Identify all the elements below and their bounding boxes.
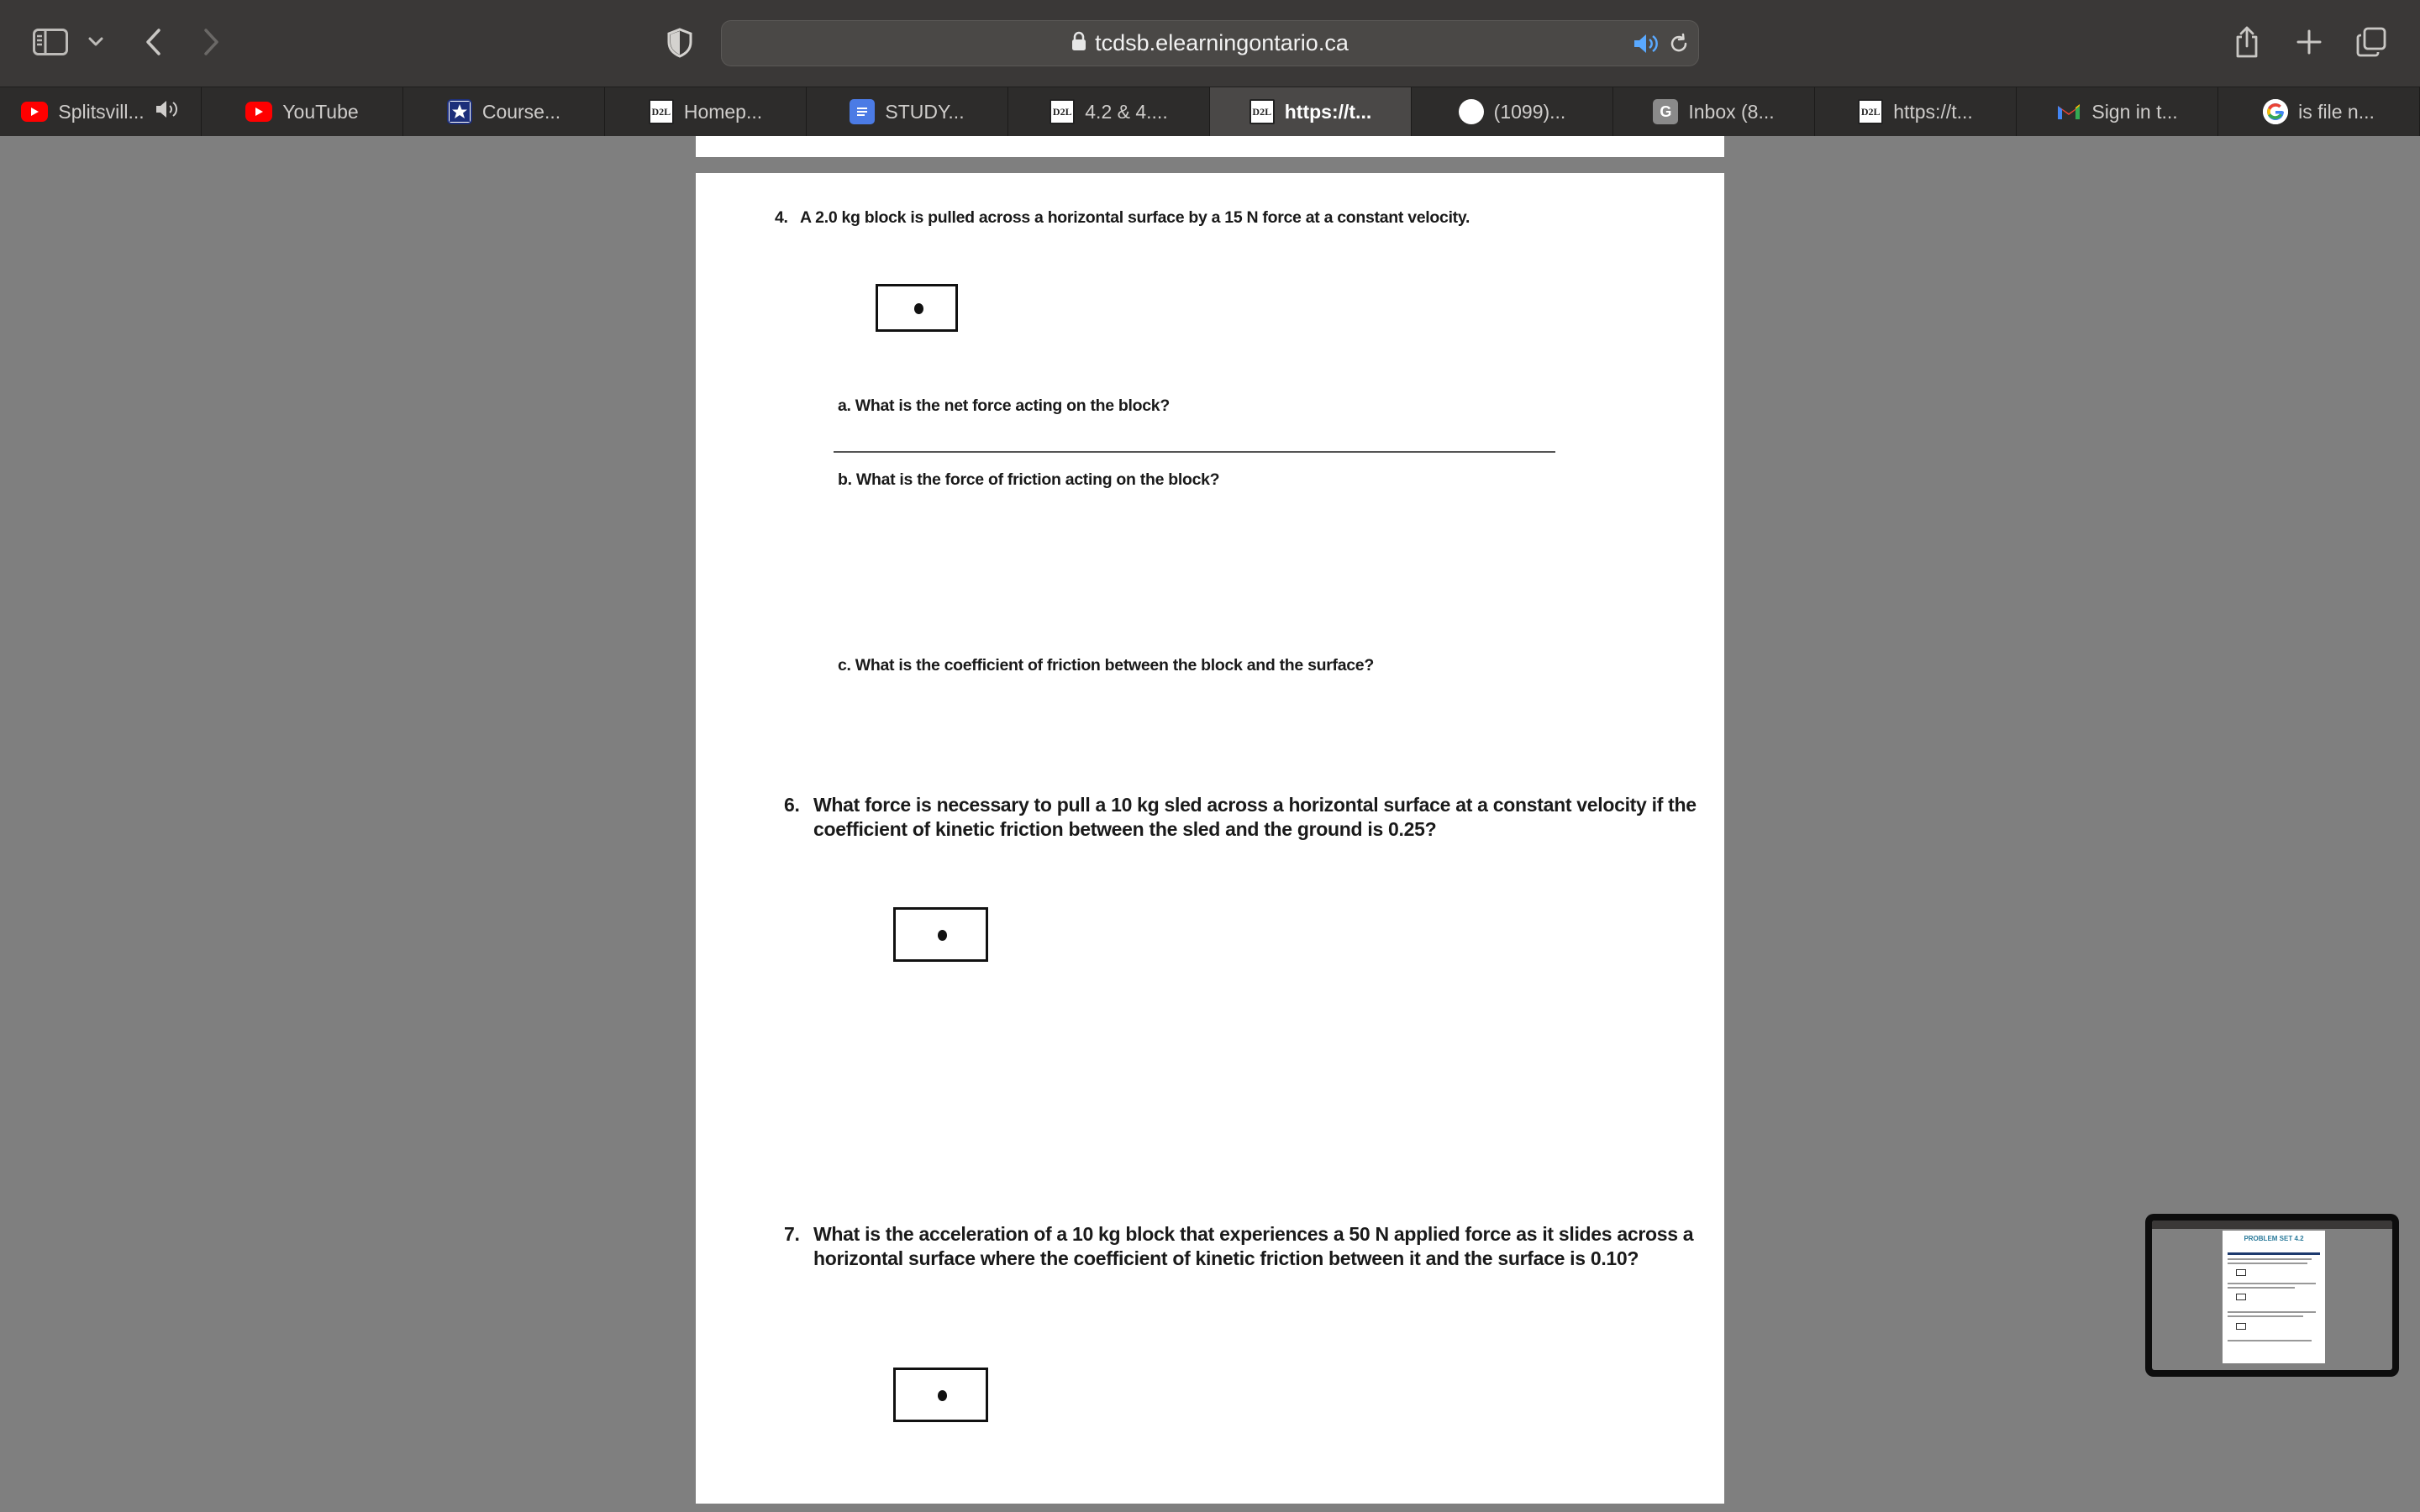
tab-label: (1099)... bbox=[1493, 100, 1566, 123]
tab-label: Course... bbox=[481, 100, 561, 123]
d2l-icon: D2L bbox=[1249, 99, 1275, 124]
free-body-diagram-box bbox=[893, 907, 988, 962]
question-7-line-2: horizontal surface where the coefficient of kinetic friction between it and the surface is 0.10? bbox=[813, 1247, 1639, 1269]
document-page bbox=[696, 173, 1724, 1504]
question-6-line-2: coefficient of kinetic friction between the sled and the ground is 0.25? bbox=[813, 818, 1437, 840]
question-4-number: 4. bbox=[775, 208, 788, 227]
tab-course[interactable] bbox=[403, 87, 605, 136]
share-icon[interactable] bbox=[2232, 24, 2262, 60]
tab-label: https://t... bbox=[1284, 100, 1372, 123]
previous-page-bottom bbox=[696, 136, 1724, 157]
gmail-icon bbox=[2056, 99, 2081, 124]
question-4-text: A 2.0 kg block is pulled across a horizontal surface by a 15 N force at a constant velocity. bbox=[800, 208, 1470, 227]
tab-splitsville[interactable] bbox=[0, 87, 202, 136]
tab-label: 4.2 & 4.... bbox=[1085, 100, 1168, 123]
free-body-diagram-box bbox=[876, 284, 958, 332]
youtube-icon bbox=[21, 102, 48, 122]
google-icon bbox=[2263, 99, 2288, 124]
tabs-overview-icon[interactable] bbox=[2354, 25, 2388, 59]
tab-label: Homep... bbox=[683, 100, 763, 123]
question-4b: b. What is the force of friction acting on the block? bbox=[838, 470, 1220, 489]
tab-sign-in[interactable] bbox=[2017, 87, 2218, 136]
question-6-number: 6. bbox=[784, 794, 800, 816]
url-text: tcdsb.elearningontario.ca bbox=[1095, 30, 1349, 55]
address-bar[interactable] bbox=[721, 20, 1699, 66]
answer-line bbox=[834, 451, 1555, 453]
privacy-shield-icon[interactable] bbox=[666, 27, 694, 59]
chevron-down-icon[interactable] bbox=[86, 32, 106, 52]
tab-label: Sign in t... bbox=[2091, 100, 2178, 123]
tab-active-document[interactable] bbox=[1210, 87, 1412, 136]
question-6-line-1: What force is necessary to pull a 10 kg sled across a horizontal surface at a constant velocity if the bbox=[813, 794, 1697, 816]
browser-toolbar bbox=[0, 0, 2420, 87]
tab-google-search[interactable] bbox=[2218, 87, 2420, 136]
plus-icon[interactable] bbox=[2294, 27, 2324, 57]
reload-icon[interactable] bbox=[1666, 31, 1691, 56]
tab-inbox[interactable] bbox=[1613, 87, 1815, 136]
lock-icon bbox=[1071, 22, 1086, 66]
question-7-line-1: What is the acceleration of a 10 kg block that experiences a 50 N applied force as it slides across a bbox=[813, 1223, 1694, 1245]
tab-label: is file n... bbox=[2298, 100, 2375, 123]
youtube-icon bbox=[245, 102, 272, 122]
tab-4-2[interactable] bbox=[1008, 87, 1210, 136]
tab-label: STUDY... bbox=[885, 100, 965, 123]
question-7-number: 7. bbox=[784, 1223, 800, 1245]
free-body-diagram-box bbox=[893, 1368, 988, 1422]
pinterest-icon bbox=[1459, 99, 1484, 124]
question-4a: a. What is the net force acting on the block? bbox=[838, 396, 1170, 415]
tab-https[interactable] bbox=[1815, 87, 2017, 136]
tab-study[interactable] bbox=[807, 87, 1008, 136]
fbd-point bbox=[938, 1390, 947, 1401]
d2l-icon: D2L bbox=[1858, 99, 1883, 124]
audio-playing-icon[interactable] bbox=[155, 99, 180, 124]
tab-pinterest[interactable] bbox=[1412, 87, 1613, 136]
g-icon: G bbox=[1653, 99, 1678, 124]
forward-arrow-icon[interactable] bbox=[198, 25, 225, 59]
fbd-point bbox=[938, 930, 947, 941]
tab-label: YouTube bbox=[282, 100, 359, 123]
svg-text:p: p bbox=[1466, 103, 1476, 122]
screenshot-thumbnail[interactable] bbox=[2145, 1214, 2399, 1377]
thumbnail-title: PROBLEM SET 4.2 bbox=[2244, 1235, 2304, 1242]
sidebar-icon[interactable] bbox=[32, 27, 69, 57]
speaker-icon[interactable] bbox=[1631, 31, 1660, 56]
fbd-point bbox=[914, 303, 923, 314]
tab-label: Splitsvill... bbox=[58, 100, 145, 123]
tab-youtube[interactable] bbox=[202, 87, 403, 136]
d2l-icon: D2L bbox=[1050, 99, 1075, 124]
back-arrow-icon[interactable] bbox=[139, 25, 166, 59]
course-star-icon bbox=[447, 99, 472, 124]
d2l-icon: D2L bbox=[649, 99, 674, 124]
tab-label: Inbox (8... bbox=[1688, 100, 1775, 123]
tab-bar bbox=[0, 87, 2420, 136]
tab-label: https://t... bbox=[1893, 100, 1973, 123]
tab-homepage[interactable] bbox=[605, 87, 807, 136]
question-4c: c. What is the coefficient of friction between the block and the surface? bbox=[838, 656, 1374, 675]
google-docs-icon bbox=[850, 99, 875, 124]
